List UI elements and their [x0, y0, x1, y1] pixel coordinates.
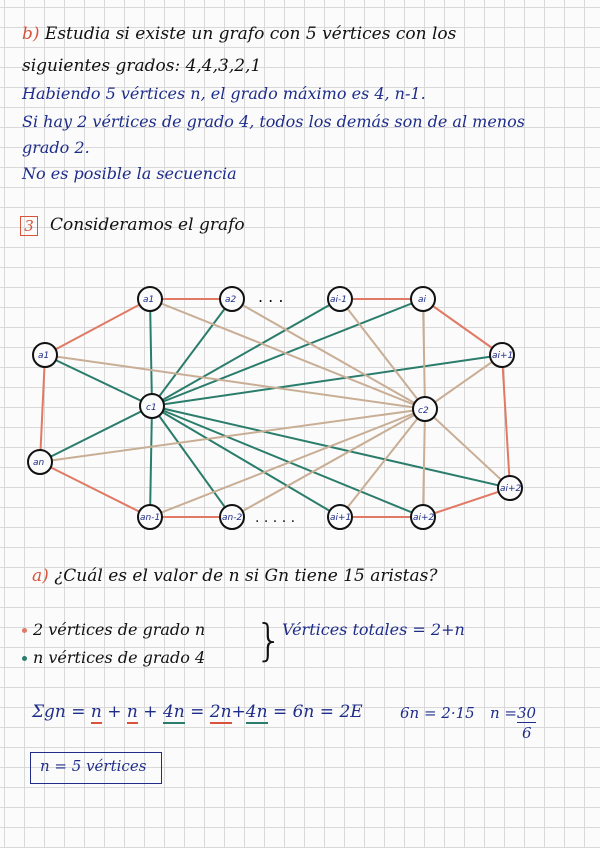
op-eq3: =: [319, 702, 335, 722]
op-eq2: =: [272, 702, 288, 722]
term-4n-b: 4n: [245, 702, 268, 722]
op-eq1: =: [190, 702, 205, 722]
op-plus1: +: [107, 702, 122, 722]
term-n1: n: [90, 702, 102, 722]
bullet-2-text: n vértices de grado 4: [33, 648, 206, 667]
part-b-line3: Habiendo 5 vértices n, el grado máximo es 4, n-1.: [22, 84, 426, 103]
ellipsis-top: . . .: [258, 287, 284, 306]
fraction-denominator: 6: [522, 724, 532, 742]
svg-text:ai+1: ai+1: [330, 513, 352, 523]
c2-edges: [40, 299, 510, 517]
fraction-numerator: 30: [517, 704, 537, 722]
bullet-2: [22, 648, 205, 667]
edge-an-an1: [40, 462, 150, 517]
bullet-1: [22, 620, 205, 639]
svg-text:ai-1: ai-1: [330, 295, 347, 305]
svg-text:a1: a1: [38, 351, 50, 361]
op-plus3: +: [231, 702, 246, 722]
part-b-line4: Si hay 2 vértices de grado 4, todos los demás son de al menos: [22, 112, 525, 131]
part-b-heading-line2: siguientes grados: 4,4,3,2,1: [22, 56, 262, 76]
question-line: [32, 566, 437, 586]
part-b-line6: No es posible la secuencia: [22, 164, 237, 183]
edge-a1-a2: [45, 299, 150, 355]
part-a-marker: a): [32, 566, 49, 586]
degree-sum-equation: [32, 702, 363, 722]
svg-text:a2: a2: [225, 295, 237, 305]
edge-a1-an: [40, 355, 45, 462]
term-n2: n: [126, 702, 138, 722]
svg-text:a1: a1: [143, 295, 155, 305]
bullet-dot-orange: [22, 628, 27, 633]
term-2e: 2E: [339, 702, 363, 722]
answer-text: n = 5 vértices: [40, 757, 147, 775]
svg-text:an-2: an-2: [222, 513, 243, 523]
svg-text:an: an: [33, 458, 45, 468]
part-b-marker: b): [22, 24, 40, 44]
term-6n: 6n: [292, 702, 315, 722]
edge-ai+2-aip2: [423, 488, 510, 517]
svg-text:ai+2: ai+2: [413, 513, 435, 523]
c1-edges: [40, 299, 510, 517]
svg-text:an-1: an-1: [140, 513, 161, 523]
bullet-dot-teal: [22, 656, 27, 661]
total-vertices: Vértices totales = 2+n: [282, 620, 465, 639]
cycle-edges: [40, 299, 510, 517]
svg-text:ai+1: ai+1: [492, 351, 514, 361]
vertex-labels: [33, 295, 522, 523]
bullet-1-text: 2 vértices de grado n: [33, 620, 206, 639]
edge-ai-ai+1: [423, 299, 502, 355]
term-2n: 2n: [209, 702, 232, 722]
svg-text:ai+2: ai+2: [500, 484, 522, 494]
part-b-line5: grado 2.: [22, 138, 90, 157]
fraction-lhs: n =: [490, 704, 517, 722]
part-b-heading-text: Estudia si existe un grafo con 5 vértices con los: [44, 24, 457, 44]
svg-text:c2: c2: [418, 406, 429, 416]
ellipsis-bottom: . . . . .: [255, 510, 296, 526]
op-plus2: +: [143, 702, 158, 722]
section-title: Consideramos el grafo: [50, 215, 245, 235]
brace-symbol: }: [255, 615, 283, 666]
question-text: ¿Cuál es el valor de n si Gn tiene 15 aristas?: [54, 566, 438, 586]
svg-text:ai: ai: [418, 295, 427, 305]
svg-text:c1: c1: [146, 403, 157, 413]
equation-right: 6n = 2·15: [400, 704, 475, 722]
term-4n: 4n: [162, 702, 185, 722]
edge-ai+1-ai+2: [502, 355, 510, 488]
sum-prefix: Σgn =: [32, 702, 86, 722]
section-number: 3: [20, 216, 38, 236]
